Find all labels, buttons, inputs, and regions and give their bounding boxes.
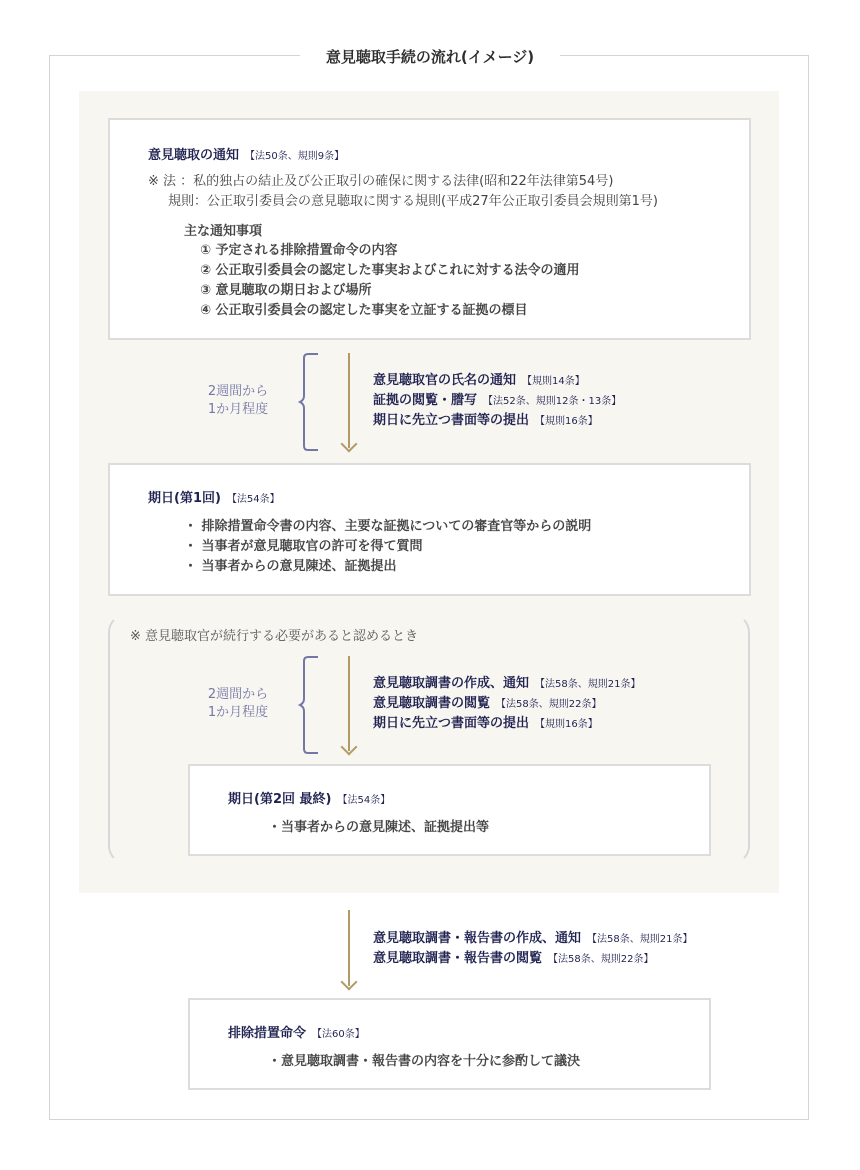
notice-heading-text: 意見聴取の通知 xyxy=(148,148,240,163)
period-line: 1か月程度 xyxy=(207,402,269,417)
step-text: 意見聴取調書・報告書の閲覧 xyxy=(373,951,543,966)
step-text: 期日に先立つ書面等の提出 xyxy=(373,716,530,731)
continuation-note: ※ 意見聴取官が続行する必要があると認めるとき xyxy=(130,629,419,644)
hearing2-item: ・当事者からの意見陳述、証拠提出等 xyxy=(268,820,490,835)
hearing1-item: ・ 当事者からの意見陳述、証拠提出 xyxy=(184,559,397,574)
page-title: 意見聴取手続の流れ(イメージ) xyxy=(300,42,560,71)
hearing1-item: ・ 排除措置命令書の内容、主要な証拠についての審査官等からの説明 xyxy=(184,519,592,534)
rule-note xyxy=(168,192,658,212)
hearing1-item: ・ 当事者が意見聴取官の許可を得て質問 xyxy=(184,539,423,554)
step-item xyxy=(373,411,621,431)
step-ref: 【規則14条】 xyxy=(522,376,585,387)
order-heading xyxy=(228,1022,365,1041)
step-item xyxy=(373,714,640,734)
rule-text: ：公正取引委員会の意見聴取に関する規則(平成27年公正取引委員会規則第1号) xyxy=(194,194,658,209)
step-item xyxy=(373,929,692,949)
step-ref: 【法58条、規則22条】 xyxy=(496,699,602,710)
period-line: 2週間から xyxy=(207,384,269,399)
step-item xyxy=(373,391,621,411)
notice-item: ③ 意見聴取の期日および場所 xyxy=(200,283,372,298)
steps-group xyxy=(373,929,692,969)
notice-heading xyxy=(148,144,344,163)
brace-icon xyxy=(298,655,322,755)
hearing2-heading xyxy=(228,788,390,807)
flow-arrow xyxy=(348,656,350,751)
notice-ref: 【法50条、規則9条】 xyxy=(245,151,345,162)
notice-box xyxy=(108,118,751,340)
period-label xyxy=(193,383,283,419)
hearing2-ref: 【法54条】 xyxy=(337,795,391,806)
step-item xyxy=(373,694,640,714)
steps-group xyxy=(373,674,640,734)
order-heading-text: 排除措置命令 xyxy=(228,1026,307,1041)
step-item xyxy=(373,949,692,969)
law-note xyxy=(148,172,613,192)
step-item xyxy=(373,674,640,694)
notice-items-title: 主な通知事項 xyxy=(184,224,263,239)
rule-prefix: 規則 xyxy=(168,194,195,209)
order-ref: 【法60条】 xyxy=(312,1029,365,1040)
hearing2-box xyxy=(188,764,711,856)
hearing1-heading-text: 期日(第1回) xyxy=(148,491,221,506)
hearing1-heading xyxy=(148,487,280,506)
notice-item: ④ 公正取引委員会の認定した事実を立証する証拠の標目 xyxy=(200,303,528,318)
step-text: 意見聴取調書の作成、通知 xyxy=(373,676,530,691)
period-line: 2週間から xyxy=(207,687,269,702)
step-text: 証拠の閲覧・謄写 xyxy=(373,393,478,408)
step-ref: 【法58条、規則21条】 xyxy=(587,934,693,945)
flow-arrow xyxy=(348,353,350,448)
step-ref: 【法52条、規則12条・13条】 xyxy=(483,396,622,407)
steps-group xyxy=(373,371,621,431)
step-text: 期日に先立つ書面等の提出 xyxy=(373,413,530,428)
step-text: 意見聴取官の氏名の通知 xyxy=(373,373,517,388)
hearing1-ref: 【法54条】 xyxy=(226,494,280,505)
brace-icon xyxy=(298,352,322,452)
hearing2-heading-text: 期日(第2回 最終) xyxy=(228,792,332,807)
step-ref: 【法58条、規則21条】 xyxy=(535,679,641,690)
period-label xyxy=(193,686,283,722)
notice-item: ② 公正取引委員会の認定した事実およびこれに対する法令の適用 xyxy=(200,263,580,278)
period-line: 1か月程度 xyxy=(207,705,269,720)
step-ref: 【規則16条】 xyxy=(535,719,598,730)
notice-item: ① 予定される排除措置命令の内容 xyxy=(200,243,398,258)
step-ref: 【法58条、規則22条】 xyxy=(548,954,654,965)
order-item: ・意見聴取調書・報告書の内容を十分に参酌して議決 xyxy=(268,1054,581,1069)
hearing1-box xyxy=(108,463,751,596)
step-text: 意見聴取調書・報告書の作成、通知 xyxy=(373,931,582,946)
step-text: 意見聴取調書の閲覧 xyxy=(373,696,491,711)
step-ref: 【規則16条】 xyxy=(535,416,598,427)
law-prefix: ※ 法 xyxy=(148,174,181,189)
law-text: ：私的独占の結止及び公正取引の確保に関する法律(昭和22年法律第54号) xyxy=(180,174,614,189)
step-item xyxy=(373,371,621,391)
order-box xyxy=(188,998,711,1090)
